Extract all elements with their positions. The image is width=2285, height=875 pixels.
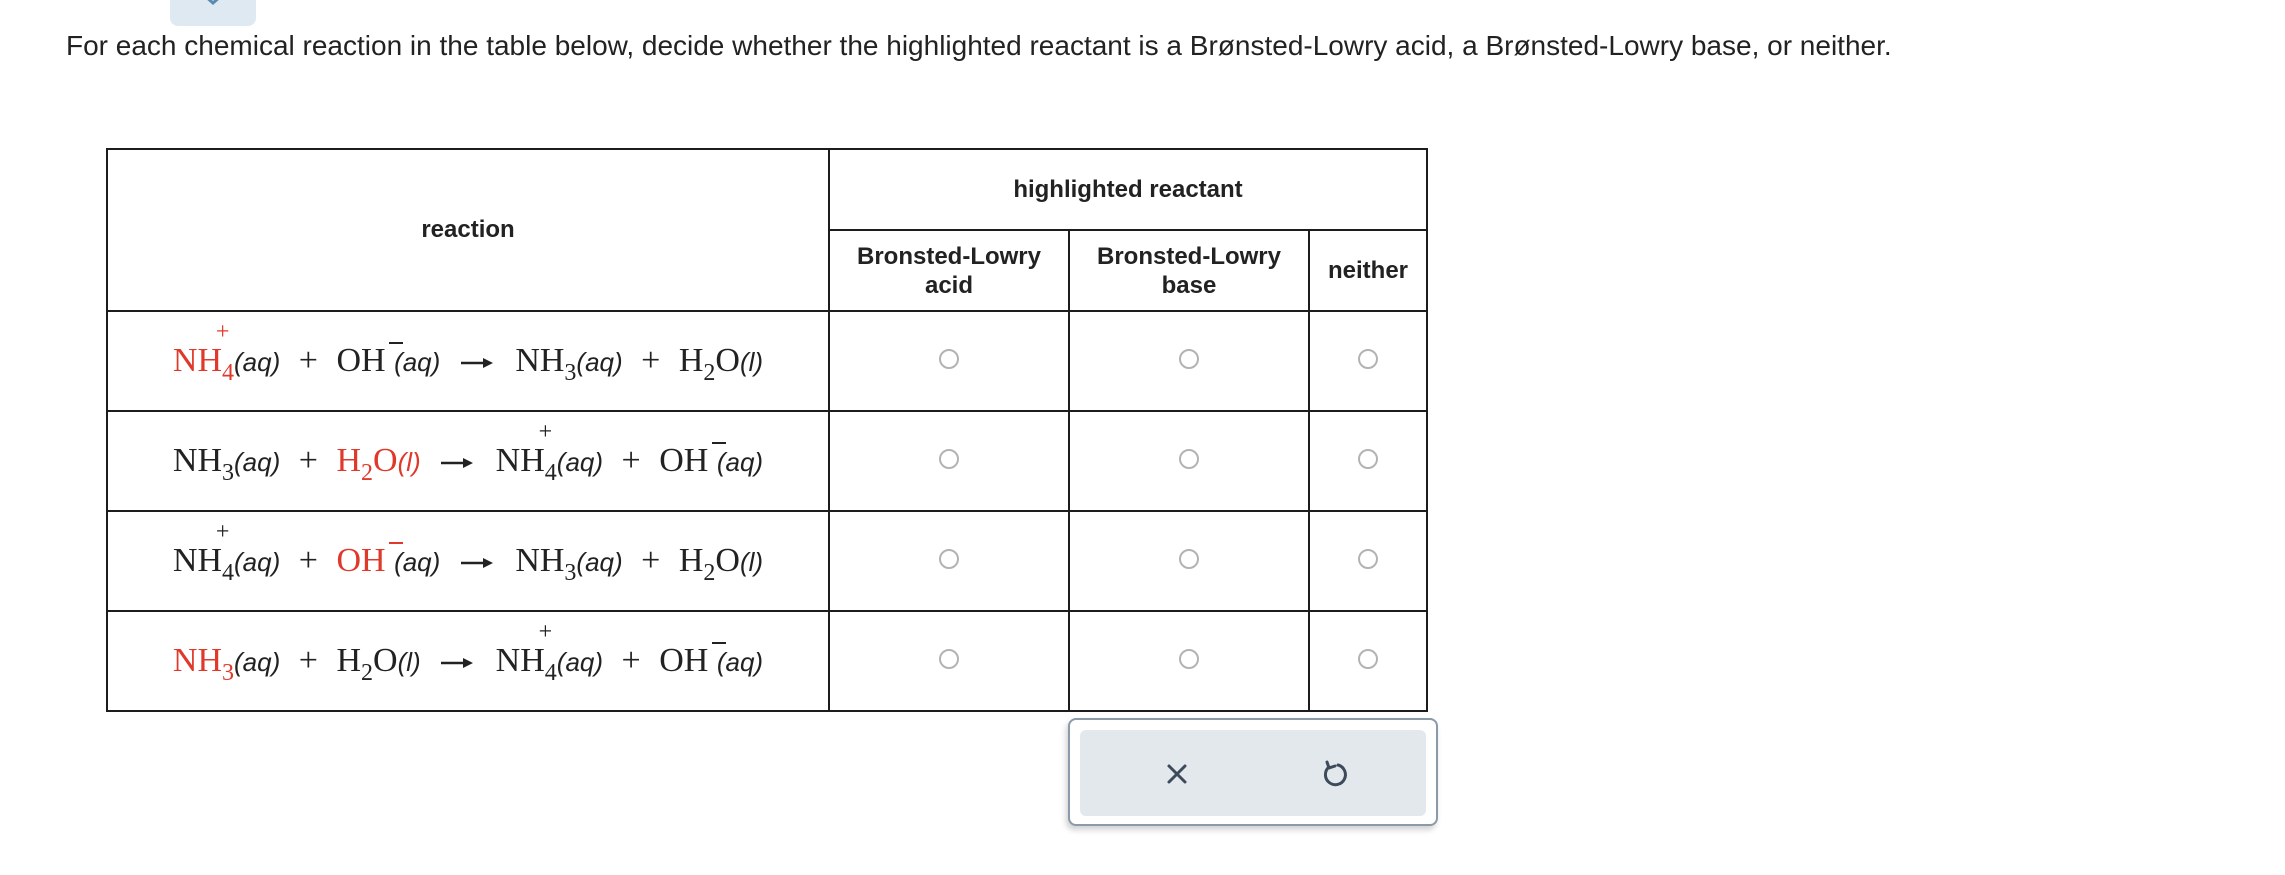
formula-text: NH (515, 542, 565, 579)
formula-text: NH (172, 442, 223, 479)
formula-text: O (373, 442, 398, 479)
neither-cell (1309, 611, 1427, 711)
state: (aq) (556, 447, 604, 477)
table-row (107, 611, 1427, 711)
subscript: 3 (564, 360, 577, 386)
acid-header-line2: acid (924, 271, 974, 299)
subscript: 4 (222, 560, 235, 586)
formula-text: OH (659, 642, 709, 679)
state: (aq) (234, 647, 281, 677)
state: (aq) (716, 447, 764, 477)
plus-sign: + (621, 442, 641, 479)
formula-text: H (336, 642, 362, 679)
subscript: 3 (564, 560, 577, 586)
formula-text: H (678, 342, 704, 379)
reaction-arrow-icon (461, 357, 495, 369)
product (659, 642, 708, 680)
minus-charge (389, 542, 403, 544)
base-header-line2: base (1161, 271, 1217, 299)
neither-radio[interactable] (1358, 449, 1378, 469)
neither-cell (1309, 311, 1427, 411)
neither-radio[interactable] (1358, 649, 1378, 669)
state: (aq) (394, 347, 441, 377)
reset-button[interactable] (1318, 757, 1352, 791)
formula-text: NH (495, 442, 545, 479)
reactant (172, 519, 235, 586)
x-icon (1160, 757, 1194, 791)
base-radio[interactable] (1179, 649, 1199, 669)
undo-icon (1318, 757, 1352, 791)
acid-radio[interactable] (939, 449, 959, 469)
minus-charge (712, 642, 726, 644)
collapse-tab[interactable] (170, 0, 256, 26)
formula-text: NH (515, 342, 565, 379)
state: (l) (397, 647, 421, 677)
product (495, 419, 557, 486)
base-cell (1069, 511, 1309, 611)
answer-controls-panel (1080, 730, 1426, 816)
neither-radio[interactable] (1358, 549, 1378, 569)
state: (l) (739, 547, 764, 577)
formula-text: OH (336, 342, 386, 379)
reaction-table (106, 148, 1428, 712)
table-row (107, 311, 1427, 411)
neither-cell (1309, 511, 1427, 611)
plus-sign: + (298, 542, 318, 579)
highlighted-reactant-header: highlighted reactant (829, 149, 1427, 230)
answer-controls (1068, 718, 1438, 826)
acid-radio[interactable] (939, 349, 959, 369)
plus-sign: + (298, 342, 318, 379)
base-header-line1: Bronsted-Lowry (1096, 242, 1281, 270)
base-cell (1069, 411, 1309, 511)
state: (aq) (576, 347, 623, 377)
state: (aq) (234, 447, 281, 477)
plus-sign: + (621, 642, 641, 679)
plus-sign: + (298, 442, 318, 479)
plus-sign: + (641, 542, 661, 579)
formula-text: NH (495, 642, 545, 679)
formula-text: NH (172, 542, 223, 579)
acid-column-header (829, 230, 1069, 311)
state: (aq) (234, 347, 281, 377)
acid-radio[interactable] (939, 549, 959, 569)
base-radio[interactable] (1179, 449, 1199, 469)
formula-text: NH (172, 342, 223, 379)
formula-text: NH (172, 642, 223, 679)
acid-header-line1: Bronsted-Lowry (856, 242, 1041, 270)
reaction-equation (107, 311, 829, 411)
formula-text: O (715, 542, 740, 579)
state: (aq) (234, 547, 281, 577)
neither-radio[interactable] (1358, 349, 1378, 369)
highlighted-reactant (336, 542, 385, 580)
base-cell (1069, 611, 1309, 711)
state: (aq) (716, 647, 764, 677)
table-row (107, 411, 1427, 511)
neither-cell (1309, 411, 1427, 511)
formula-text: O (715, 342, 740, 379)
subscript: 3 (222, 460, 235, 486)
plus-sign: + (641, 342, 661, 379)
acid-cell (829, 611, 1069, 711)
formula-text: OH (336, 542, 386, 579)
subscript: 4 (544, 460, 557, 486)
subscript: 4 (544, 660, 557, 686)
reaction-equation (107, 411, 829, 511)
reaction-equation (107, 511, 829, 611)
formula-text: O (373, 642, 398, 679)
base-radio[interactable] (1179, 549, 1199, 569)
minus-charge (712, 442, 726, 444)
minus-charge (389, 342, 403, 344)
reaction-arrow-icon (461, 557, 495, 569)
clear-button[interactable] (1160, 757, 1194, 791)
reaction-column-header: reaction (107, 149, 829, 311)
acid-radio[interactable] (939, 649, 959, 669)
reaction-arrow-icon (441, 657, 475, 669)
subscript: 3 (222, 660, 235, 686)
reaction-arrow-icon (441, 457, 475, 469)
state: (l) (397, 447, 421, 477)
acid-cell (829, 411, 1069, 511)
highlighted-reactant (172, 642, 235, 686)
highlighted-reactant (172, 319, 235, 386)
highlighted-reactant (336, 442, 398, 486)
plus-sign: + (298, 642, 318, 679)
state: (aq) (576, 547, 623, 577)
acid-cell (829, 511, 1069, 611)
formula-text: OH (659, 442, 709, 479)
subscript: 2 (703, 360, 716, 386)
formula-text: H (336, 442, 362, 479)
charge: + (538, 419, 553, 445)
base-radio[interactable] (1179, 349, 1199, 369)
formula-text: H (678, 542, 704, 579)
subscript: 4 (222, 360, 235, 386)
base-column-header (1069, 230, 1309, 311)
state: (l) (739, 347, 764, 377)
neither-column-header: neither (1309, 230, 1427, 311)
acid-cell (829, 311, 1069, 411)
state: (aq) (394, 547, 441, 577)
subscript: 2 (703, 560, 716, 586)
product (659, 442, 708, 480)
state: (aq) (556, 647, 604, 677)
chevron-down-icon (201, 0, 225, 10)
charge: + (215, 519, 230, 545)
subscript: 2 (361, 460, 374, 486)
charge: + (215, 319, 230, 345)
table-row (107, 511, 1427, 611)
reaction-equation (107, 611, 829, 711)
base-cell (1069, 311, 1309, 411)
charge: + (538, 619, 553, 645)
subscript: 2 (361, 660, 374, 686)
instruction-text: For each chemical reaction in the table below, decide whether the highlighted reactant is a Brønsted-Lowry acid, a Brønsted-Lowry base, or neither. (66, 30, 1892, 61)
reactant (336, 342, 385, 380)
product (495, 619, 557, 686)
